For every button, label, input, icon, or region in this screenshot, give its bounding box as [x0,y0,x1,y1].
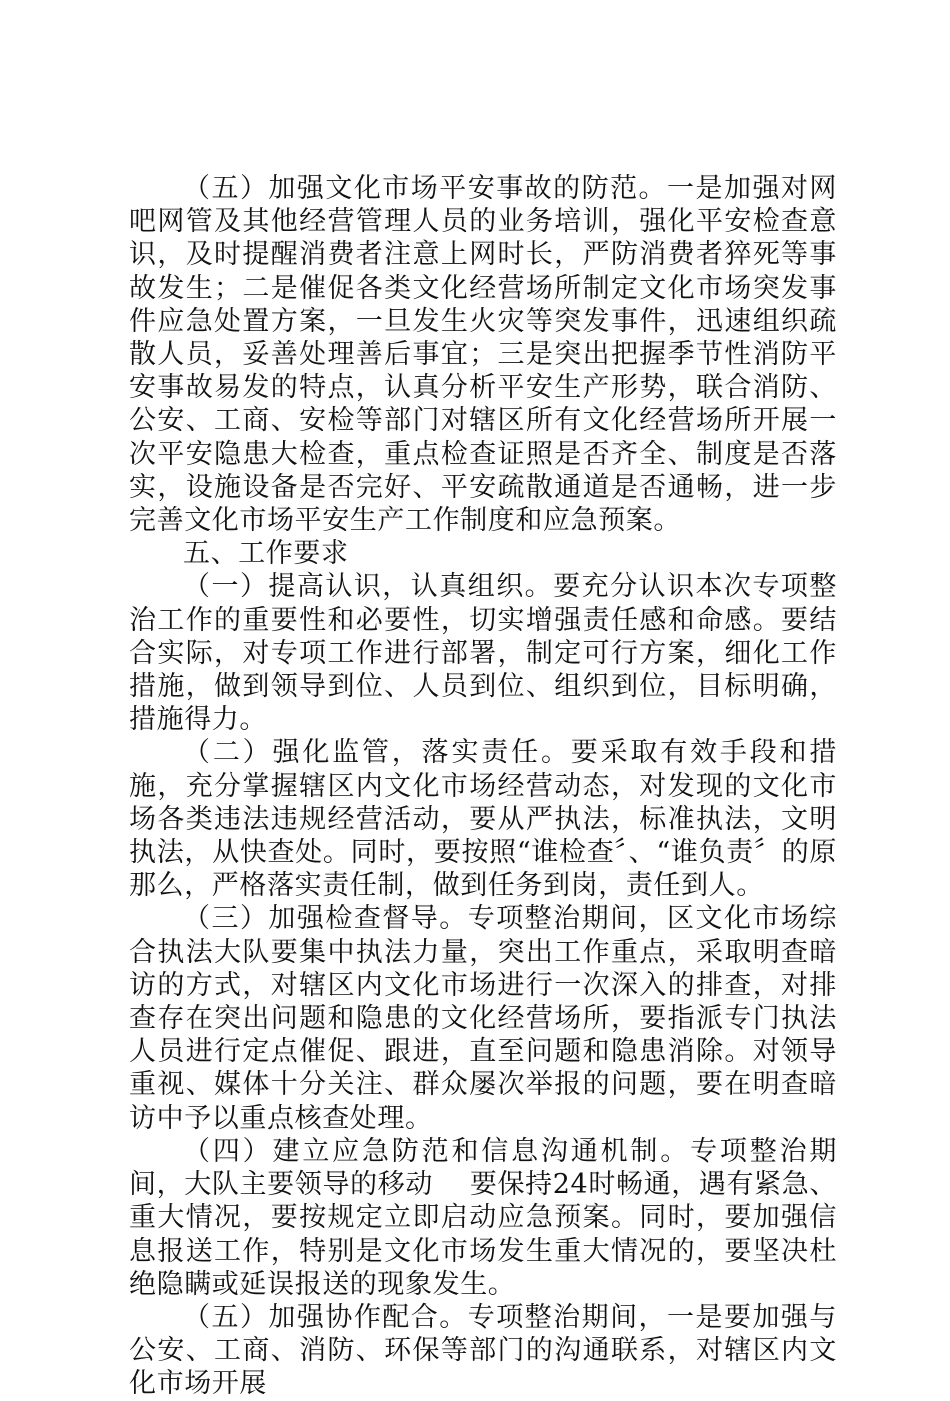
paragraph-cooperation: （五）加强协作配合。专项整治期间，一是要加强与公安、工商、消防、环保等部门的沟通联系，对辖区内文化市场开展 [129,1301,837,1400]
paragraph-strengthen-supervision: （二）强化监管，落实责任。要采取有效手段和措施，充分掌握辖区内文化市场经营动态，对发现的文化市场各类违法违规经营活动，要从严执法，标准执法，文明执法，从快查处。同时，要按照“谁检查〞、“谁负责〞的原那么，严格落实责任制，做到任务到岗，责任到人。 [129,737,837,902]
paragraph-accident-prevention: （五）加强文化市场平安事故的防范。一是加强对网吧网管及其他经营管理人员的业务培训，强化平安检查意识，及时提醒消费者注意上网时长，严防消费者猝死等事故发生；二是催促各类文化经营场所制定文化市场突发事件应急处置方案，一旦发生火灾等突发事件，迅速组织疏散人员，妥善处理善后事宜；三是突出把握季节性消防平安事故易发的特点，认真分析平安生产形势，联合消防、公安、工商、安检等部门对辖区所有文化经营场所开展一次平安隐患大检查，重点检查证照是否齐全、制度是否落实，设施设备是否完好、平安疏散通道是否通畅，进一步完善文化市场平安生产工作制度和应急预案。 [129,173,837,537]
paragraph-raise-awareness: （一）提高认识，认真组织。要充分认识本次专项整治工作的重要性和必要性，切实增强责任感和命感。要结合实际，对专项工作进行部署，制定可行方案，细化工作措施，做到领导到位、人员到位、组织到位，目标明确，措施得力。 [129,571,837,736]
paragraph-emergency-mechanism: （四）建立应急防范和信息沟通机制。专项整治期间，大队主要领导的移动 要保持24时畅通，遇有紧急、重大情况，要按规定立即启动应急预案。同时，要加强信息报送工作，特别是文化市场发生重大情况的，要坚决杜绝隐瞒或延误报送的现象发生。 [129,1135,837,1300]
paragraph-inspection-guidance: （三）加强检查督导。专项整治期间，区文化市场综合执法大队要集中执法力量，突出工作重点，采取明查暗访的方式，对辖区内文化市场进行一次深入的排查，对排查存在突出问题和隐患的文化经营场所，要指派专门执法人员进行定点催促、跟进，直至问题和隐患消除。对领导重视、媒体十分关注、群众屡次举报的问题，要在明查暗访中予以重点核查处理。 [129,903,837,1134]
section-heading-work-requirements: 五、工作要求 [183,538,349,570]
document-body [129,172,837,1401]
